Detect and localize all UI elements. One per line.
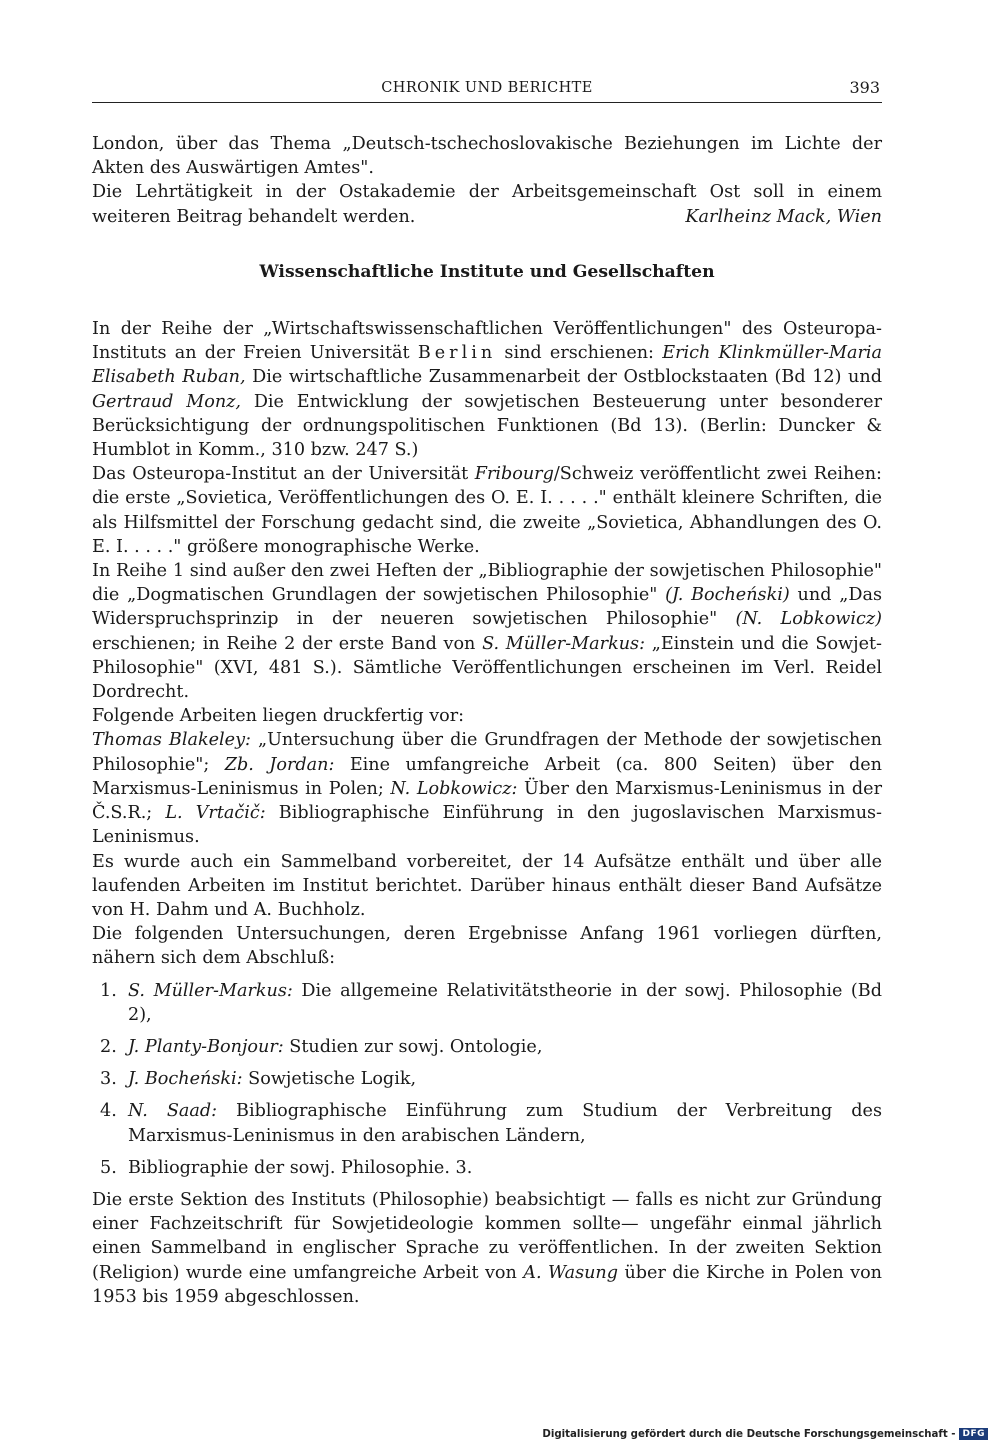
place-fribourg: Fribourg bbox=[474, 464, 554, 485]
numbered-list bbox=[92, 979, 882, 1180]
running-header bbox=[92, 78, 882, 103]
paragraph-sammelband: Es wurde auch ein Sammelband vorbereitet, der 14 Aufsätze enthält und über alle laufenden Arbeiten im Institut berichtet. Darüber hinaus enthält dieser Band Aufsätze von H. Dahm und A. Buchholz. bbox=[92, 851, 882, 920]
author-name: S. Müller-Markus: bbox=[128, 980, 293, 1001]
paragraph-berlin-series: In der Reihe der „Wirtschaftswissenschaftlichen Veröffentlichungen" des Osteuropa-Instituts an der Freien Universität Berlin sind erschienen: Erich Klinkmüller-Maria Elisabeth Ruban, Die wirtschaftliche Zusammenarbeit der Ostblockstaaten (Bd 12) und Gertraud Monz, Die Entwicklung der sowjetischen Besteuerung unter besonderer Berücksichtigung der ordnungspolitischen Funktionen (Bd 13). (Berlin: Duncker & Humblot in Komm., 310 bzw. 247 S.) bbox=[92, 319, 882, 461]
author-name: J. Planty-Bonjour: bbox=[128, 1036, 284, 1057]
list-item: 4. N. Saad: Bibliographische Einführung zum Studium der Verbreitung des Marxismus-Leninismus in den arabischen Ländern, bbox=[100, 1101, 882, 1146]
paragraph-untersuchungen: Die folgenden Untersuchungen, deren Ergebnisse Anfang 1961 vorliegen dürften, nähern sich dem Abschluß: bbox=[92, 924, 882, 969]
author-signature: Karlheinz Mack, Wien bbox=[685, 206, 882, 227]
list-item: 1. S. Müller-Markus: Die allgemeine Relativitätstheorie in der sowj. Philosophie (Bd 2), bbox=[100, 980, 882, 1025]
author-name: L. Vrtačič: bbox=[165, 803, 266, 824]
list-item: 5. Bibliographie der sowj. Philosophie. 3. bbox=[100, 1157, 473, 1178]
closing-paragraph: Die erste Sektion des Instituts (Philosophie) beabsichtigt — falls es nicht zur Gründung einer Fachzeitschrift für Sowjetideologie kommen sollte— ungefähr einmal jährlich einen Sammelband in englischer Sprache zu veröffentlichen. In der zweiten Sektion (Religion) wurde eine umfangreiche Arbeit von A. Wasung über die Kirche in Polen von 1953 bis 1959 abgeschlossen. bbox=[92, 1189, 883, 1307]
author-name: Zb. Jordan: bbox=[224, 754, 335, 775]
author-name: N. Lobkowicz: bbox=[390, 778, 518, 799]
author-name: S. Müller-Markus: bbox=[482, 633, 646, 654]
intro-closing-text: Die Lehrtätigkeit in der Ostakademie der Arbeitsgemeinschaft Ost soll in einem weiteren Beitrag behandelt werden. bbox=[92, 182, 882, 227]
digitization-credit bbox=[542, 1426, 988, 1442]
author-name: J. Bocheński: bbox=[128, 1069, 243, 1090]
paragraph-reihe-1: In Reihe 1 sind außer den zwei Heften der „Bibliographie der sowjetischen Philosophie" die „Dogmatischen Grundlagen der sowjetischen Philosophie" (J. Bocheński) und „Das Widerspruchsprinzip in der neueren sowjetischen Philosophie" (N. Lobkowicz) erschienen; in Reihe 2 der erste Band von S. Müller-Markus: „Einstein und die Sowjet-Philosophie" (XVI, 481 S.). Sämtliche Veröffentlichungen erscheinen im Verl. Reidel Dordrecht. bbox=[92, 561, 882, 703]
paragraph-druckfertig: Folgende Arbeiten liegen druckfertig vor: bbox=[92, 706, 465, 727]
dfg-logo: DFG bbox=[959, 1428, 988, 1440]
author-name: Erich Klinkmüller-Maria Elisabeth Ruban, bbox=[92, 343, 882, 388]
author-name: Thomas Blakeley: bbox=[92, 730, 251, 751]
city-berlin: Berlin bbox=[417, 343, 497, 364]
author-name: N. Saad: bbox=[128, 1101, 218, 1122]
author-name: (J. Bocheński) bbox=[665, 585, 790, 606]
body-text bbox=[92, 132, 882, 1309]
author-name: (N. Lobkowicz) bbox=[735, 609, 882, 630]
author-name: A. Wasung bbox=[523, 1262, 619, 1283]
intro-paragraph: London, über das Thema „Deutsch-tschechoslovakische Beziehungen im Lichte der Akten des Auswärtigen Amtes". bbox=[92, 134, 882, 179]
section-title: Wissenschaftliche Institute und Gesellschaften bbox=[259, 261, 715, 282]
paragraph-fribourg-series: Das Osteuropa-Institut an der Universität Fribourg/Schweiz veröffentlicht zwei Reihen: die erste „Sovietica, Veröffentlichungen des O. E. I. . . . ." enthält kleinere Schriften, die als Hilfsmittel der Forschung gedacht sind, die zweite „Sovietica, Abhandlungen des O. E. I. . . . ." größere monographische Werke. bbox=[92, 464, 882, 557]
list-item: 2. J. Planty-Bonjour: Studien zur sowj. Ontologie, bbox=[100, 1036, 543, 1057]
author-name: Gertraud Monz, bbox=[92, 391, 242, 412]
running-title: CHRONIK UND BERICHTE bbox=[381, 80, 593, 96]
paragraph-works-list: Thomas Blakeley: „Untersuchung über die Grundfragen der Methode der sowjetischen Philosophie"; Zb. Jordan: Eine umfangreiche Arbeit (ca. 800 Seiten) über den Marxismus-Leninismus in Polen; N. Lobkowicz: Über den Marxismus-Leninismus in der Č.S.R.; L. Vrtačič: Bibliographische Einführung in den jugoslavischen Marxismus-Leninismus. bbox=[92, 730, 883, 848]
list-item: 3. J. Bocheński: Sowjetische Logik, bbox=[100, 1069, 417, 1090]
page-number: 393 bbox=[849, 78, 880, 97]
credit-text: Digitalisierung gefördert durch die Deutsche Forschungsgemeinschaft - bbox=[542, 1428, 956, 1440]
